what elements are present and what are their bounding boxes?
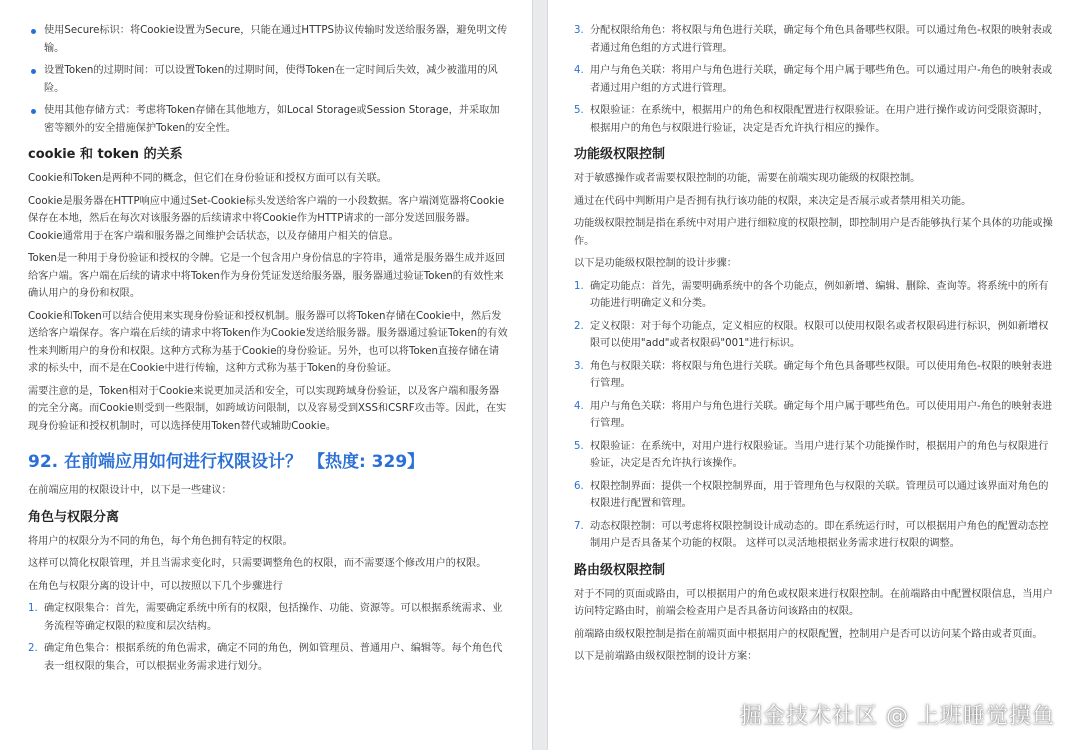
list-item	[574, 438, 1057, 473]
paragraph: 在前端应用的权限设计中，以下是一些建议：	[28, 485, 232, 496]
list-item-text: 确定角色集合：根据系统的角色需求，确定不同的角色，例如管理员、普通用户、编辑等。每个角色代表一组权限的集合，可以根据业务需求进行划分。	[44, 643, 503, 672]
list-item	[574, 358, 1057, 393]
list-item-text: 设置Token的过期时间：可以设置Token的过期时间，使得Token在一定时间后失效，减少被滥用的风险。	[44, 65, 498, 94]
list-item	[574, 22, 1057, 57]
list-item	[574, 102, 1057, 137]
list-number: 7.	[574, 520, 584, 532]
list-item	[28, 22, 508, 57]
question-title: 92. 在前端应用如何进行权限设计？ 【热度: 329】	[28, 452, 425, 472]
paragraph: 前端路由级权限控制是指在前端页面中根据用户的权限配置，控制用户是否可以访问某个路由或者页面。	[574, 628, 1043, 640]
watermark: 掘金技术社区 @ 上班睡觉摸鱼	[740, 704, 1055, 729]
document-page-left	[0, 0, 532, 750]
bullet-dot-icon	[31, 69, 36, 74]
section-heading-route-permission: 路由级权限控制	[574, 562, 666, 578]
token-security-list	[28, 22, 508, 137]
list-item	[28, 102, 508, 137]
list-number: 1.	[574, 280, 584, 292]
paragraph: Cookie和Token是两种不同的概念，但它们在身份验证和授权方面可以有关联。	[28, 173, 387, 184]
paragraph: 这样可以简化权限管理，并且当需求变化时，只需要调整角色的权限，而不需要逐个修改用户的权限。	[28, 558, 487, 569]
list-item	[574, 518, 1057, 553]
list-item-text: 分配权限给角色：将权限与角色进行关联，确定每个角色具备哪些权限。可以通过角色-权限的映射表或者通过角色组的方式进行管理。	[590, 25, 1053, 54]
list-item-text: 权限验证：在系统中，对用户进行权限验证。当用户进行某个功能操作时，根据用户的角色与权限进行验证，决定是否允许执行该操作。	[590, 440, 1049, 469]
list-item	[28, 600, 508, 635]
list-item-text: 定义权限：对于每个功能点，定义相应的权限。权限可以使用权限名或者权限码进行标识，例如新增权限可以使用"add"或者权限码"001"进行标识。	[590, 320, 1049, 349]
list-item-text: 确定权限集合：首先，需要确定系统中所有的权限，包括操作、功能、资源等。可以根据系统需求、业务流程等确定权限的粒度和层次结构。	[44, 603, 503, 632]
document-page-right	[548, 0, 1079, 750]
list-item-text: 权限控制界面：提供一个权限控制界面，用于管理角色与权限的关联。管理员可以通过该界面对角色的权限进行配置和管理。	[590, 480, 1049, 509]
list-item-text: 使用Secure标识：将Cookie设置为Secure，只能在通过HTTPS协议传输时发送给服务器，避免明文传输。	[44, 25, 508, 54]
function-steps-list	[574, 278, 1057, 553]
list-item	[28, 62, 508, 97]
list-item	[574, 62, 1057, 97]
paragraph: 功能级权限控制是指在系统中对用户进行细粒度的权限控制，即控制用户是否能够执行某个具体的功能或操作。	[574, 218, 1053, 247]
list-number: 5.	[574, 440, 584, 452]
list-number: 4.	[574, 65, 584, 76]
paragraph: 以下是前端路由级权限控制的设计方案：	[574, 651, 758, 662]
role-steps-continued-list	[574, 22, 1057, 137]
paragraph: 通过在代码中判断用户是否拥有执行该功能的权限，来决定是否展示或者禁用相关功能。	[574, 195, 972, 207]
list-number: 5.	[574, 105, 584, 116]
list-number: 3.	[574, 360, 584, 372]
list-item	[574, 318, 1057, 353]
bullet-dot-icon	[31, 109, 36, 114]
section-heading-function-permission: 功能级权限控制	[574, 147, 666, 162]
list-item-text: 使用其他存储方式：考虑将Token存储在其他地方，如Local Storage或Session Storage，并采取加密等额外的安全措施保护Token的安全性。	[44, 105, 500, 134]
list-item-text: 动态权限控制：可以考虑将权限控制设计成动态的。即在系统运行时，可以根据用户角色的配置动态控制用户是否具备某个功能的权限。 这样可以灵活地根据业务需求进行权限的调整。	[590, 520, 1049, 549]
paragraph: 对于敏感操作或者需要权限控制的功能，需要在前端实现功能级的权限控制。	[574, 173, 921, 184]
paragraph: Token是一种用于身份验证和授权的令牌。它是一个包含用户身份信息的字符串，通常是服务器生成并返回给客户端。客户端在后续的请求中将Token作为身份凭证发送给服务器，服务器通过验证Token的有效性来确认用户的身份和权限。	[28, 253, 506, 299]
list-item-text: 确定功能点：首先，需要明确系统中的各个功能点，例如新增、编辑、删除、查询等。将系统中的所有功能进行明确定义和分类。	[590, 280, 1049, 309]
section-heading-role-permission: 角色与权限分离	[28, 509, 120, 525]
list-number: 2.	[574, 320, 584, 332]
paragraph: Cookie和Token可以结合使用来实现身份验证和授权机制。服务器可以将Token存储在Cookie中，然后发送给客户端保存。客户端在后续的请求中将Token作为Cookie发送给服务器。服务器通过验证Token的有效性来判断用户的身份和权限。这种方式称为基于Cookie的身份验证。另外，也可以将Token直接存储在请求的标头中，而不是在Cookie中进行传输，这种方式称为基于Token的身份验证。	[28, 310, 508, 374]
list-item	[574, 398, 1057, 433]
paragraph: Cookie是服务器在HTTP响应中通过Set-Cookie标头发送给客户端的一小段数据。客户端浏览器将Cookie保存在本地，然后在每次对该服务器的后续请求中将Cookie作为HTTP请求的一部分发送回服务器。Cookie通常用于在客户端和服务器之间维护会话状态，以及存储用户相关的信息。	[28, 195, 505, 242]
paragraph: 在角色与权限分离的设计中，可以按照以下几个步骤进行	[28, 580, 283, 592]
list-number: 6.	[574, 480, 584, 492]
paragraph: 将用户的权限分为不同的角色，每个角色拥有特定的权限。	[28, 535, 293, 547]
list-number: 4.	[574, 400, 584, 412]
list-item	[574, 278, 1057, 313]
list-item	[28, 640, 508, 675]
list-number: 1.	[28, 603, 38, 614]
bullet-dot-icon	[31, 29, 36, 34]
list-item-text: 角色与权限关联：将权限与角色进行关联。确定每个角色具备哪些权限。可以使用角色-权限的映射表进行管理。	[590, 360, 1053, 389]
paragraph: 对于不同的页面或路由，可以根据用户的角色或权限来进行权限控制。在前端路由中配置权限信息，当用户访问特定路由时，前端会检查用户是否具备访问该路由的权限。	[574, 588, 1053, 617]
list-number: 2.	[28, 643, 38, 654]
list-item	[574, 478, 1057, 513]
role-steps-list	[28, 600, 508, 675]
list-item-text: 用户与角色关联：将用户与角色进行关联，确定每个用户属于哪些角色。可以通过用户-角色的映射表或者通过用户组的方式进行管理。	[590, 65, 1053, 94]
list-number: 3.	[574, 25, 584, 36]
paragraph: 需要注意的是，Token相对于Cookie来说更加灵活和安全，可以实现跨域身份验证，以及客户端和服务器的完全分离。而Cookie则受到一些限制，如跨域访问限制，以及容易受到XSS和CSRF攻击等。因此，在实现身份验证和授权机制时，可以选择使用Token替代或辅助Cookie。	[28, 385, 507, 432]
list-item-text: 权限验证：在系统中，根据用户的角色和权限配置进行权限验证。在用户进行操作或访问受限资源时，根据用户的角色与权限进行验证，决定是否允许执行相应的操作。	[590, 105, 1049, 134]
list-item-text: 用户与角色关联：将用户与角色进行关联。确定每个用户属于哪些角色。可以使用用户-角色的映射表进行管理。	[590, 400, 1053, 429]
section-heading-cookie-token: cookie 和 token 的关系	[28, 147, 183, 162]
paragraph: 以下是功能级权限控制的设计步骤：	[574, 258, 737, 269]
